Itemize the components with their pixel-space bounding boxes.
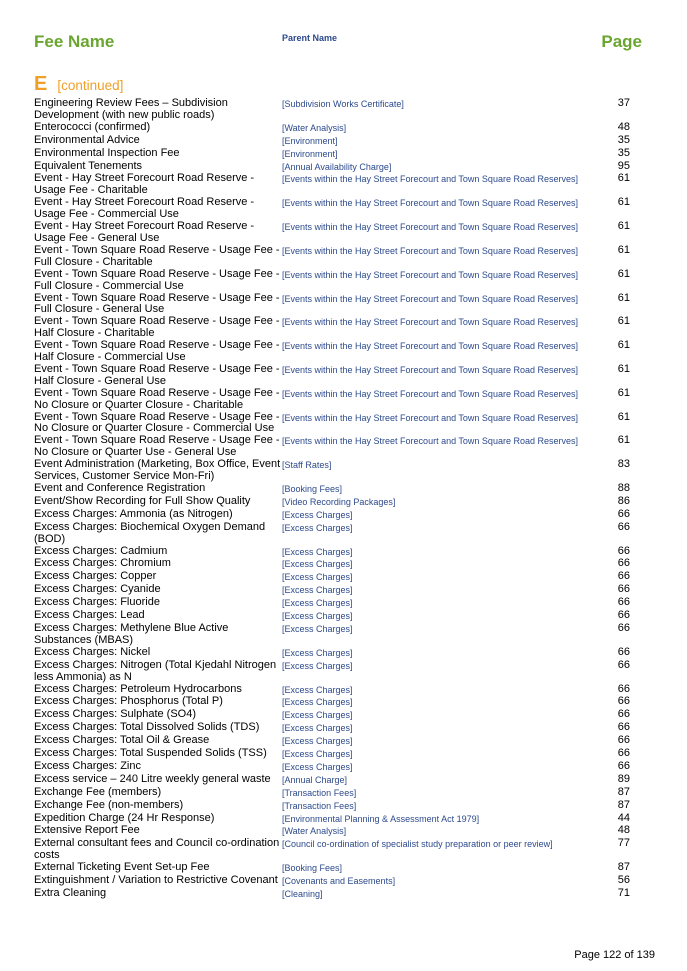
page-number-cell: 88 (617, 482, 630, 494)
fee-name: Excess Charges: Fluoride (34, 596, 160, 609)
parent-name: [Excess Charges] (282, 697, 353, 708)
fee-row (34, 245, 630, 269)
section-heading (34, 73, 123, 96)
page-number-cell: 66 (617, 645, 630, 658)
fee-name: Exchange Fee (members) (34, 785, 162, 798)
section-letter: E (34, 73, 48, 95)
page-header: Page (601, 32, 642, 51)
fee-name: External Ticketing Event Set-up Fee (34, 861, 210, 874)
fee-row (34, 623, 630, 647)
parent-name: [Events within the Hay Street Forecourt and Town Square Road Reserves] (282, 388, 578, 399)
page-number-cell: 37 (617, 97, 630, 109)
fee-name: Equivalent Tenements (34, 159, 143, 172)
fee-row (34, 660, 630, 684)
fee-name: External consultant fees and Council co-ordination costs (34, 837, 280, 862)
parent-name: [Transaction Fees] (282, 787, 357, 798)
page-number-cell: 83 (617, 458, 630, 471)
parent-name: [Excess Charges] (282, 684, 353, 695)
parent-name: [Excess Charges] (282, 546, 353, 557)
fee-name: Event - Town Square Road Reserve - Usage Fee - Full Closure - Charitable (34, 243, 280, 268)
parent-name: [Excess Charges] (282, 509, 353, 520)
fee-name: Event - Town Square Road Reserve - Usage Fee - Full Closure - General Use (34, 291, 280, 316)
page-number-cell: 66 (617, 609, 630, 622)
parent-name: [Excess Charges] (282, 611, 353, 622)
fee-name: Excess service – 240 Litre weekly general waste (34, 772, 271, 785)
page-number-cell: 61 (617, 434, 630, 447)
fee-name: Excess Charges: Copper (34, 570, 157, 583)
fee-name: Event - Town Square Road Reserve - Usage Fee - No Closure or Quarter Closure - Commercial Use (34, 410, 280, 435)
page-number-cell: 56 (617, 874, 630, 887)
fee-name: Excess Charges: Cyanide (34, 583, 161, 596)
parent-name: [Council co-ordination of specialist study preparation or peer review] (282, 839, 553, 850)
parent-name: [Events within the Hay Street Forecourt and Town Square Road Reserves] (282, 341, 578, 352)
parent-name: [Events within the Hay Street Forecourt and Town Square Road Reserves] (282, 436, 578, 447)
fee-name: Enterococci (confirmed) (34, 120, 151, 133)
page-number-cell: 77 (617, 837, 630, 850)
fee-row (34, 340, 630, 364)
fee-name: Exchange Fee (non-members) (34, 798, 184, 811)
page-number-cell: 66 (617, 682, 630, 695)
fee-row (34, 435, 630, 459)
page-number-cell: 66 (617, 621, 630, 634)
parent-name: [Excess Charges] (282, 660, 353, 671)
parent-name: [Water Analysis] (282, 826, 347, 837)
fee-name: Extra Cleaning (34, 887, 107, 899)
fee-row (34, 388, 630, 412)
fee-name: Excess Charges: Phosphorus (Total P) (34, 695, 223, 708)
page-number-cell: 87 (617, 861, 630, 874)
fee-row (34, 647, 630, 660)
fee-name: Extinguishment / Variation to Restrictive Covenant (34, 874, 278, 887)
fee-row (34, 496, 630, 509)
fee-row (34, 522, 630, 546)
page-number-cell: 66 (617, 520, 630, 533)
parent-name: [Annual Charge] (282, 774, 348, 785)
parent-name: [Excess Charges] (282, 736, 353, 747)
parent-name: [Events within the Hay Street Forecourt and Town Square Road Reserves] (282, 222, 578, 233)
parent-name: [Covenants and Easements] (282, 876, 396, 887)
fee-name: Event Administration (Marketing, Box Office, Event Services, Customer Service Mon-Fri) (34, 458, 281, 483)
parent-name: [Events within the Hay Street Forecourt and Town Square Road Reserves] (282, 198, 578, 209)
page-number: Page 122 of 139 (574, 949, 655, 961)
fee-row (34, 293, 630, 317)
page-number-cell: 61 (617, 410, 630, 423)
fee-name: Event - Town Square Road Reserve - Usage Fee - Half Closure - General Use (34, 362, 280, 387)
page-number-cell: 48 (617, 120, 630, 133)
parent-name: [Video Recording Packages] (282, 496, 396, 507)
fee-name: Extensive Report Fee (34, 824, 140, 837)
fee-row (34, 509, 630, 522)
fee-name: Excess Charges: Total Suspended Solids (TSS) (34, 747, 267, 760)
fee-name: Excess Charges: Ammonia (as Nitrogen) (34, 507, 233, 520)
fee-row (34, 459, 630, 483)
parent-name: [Excess Charges] (282, 710, 353, 721)
page-number-cell: 87 (617, 798, 630, 811)
page-number-cell: 61 (617, 362, 630, 375)
page-number-cell: 66 (617, 658, 630, 671)
page-number-cell: 61 (617, 220, 630, 233)
page-number-cell: 61 (617, 267, 630, 280)
fee-row (34, 364, 630, 388)
parent-name: [Excess Charges] (282, 585, 353, 596)
parent-name: [Environmental Planning & Assessment Act 1979] (282, 813, 480, 824)
page-number-cell: 66 (617, 708, 630, 721)
fee-name: Event - Hay Street Forecourt Road Reserve - Usage Fee - Commercial Use (34, 196, 255, 221)
page-number-cell: 35 (617, 146, 630, 159)
parent-name: [Events within the Hay Street Forecourt and Town Square Road Reserves] (282, 245, 578, 256)
fee-row (34, 269, 630, 293)
fee-name: Environmental Advice (34, 133, 140, 146)
fee-name: Excess Charges: Biochemical Oxygen Demand (BOD) (34, 520, 266, 545)
fee-row (34, 122, 630, 135)
parent-name: [Environment] (282, 135, 338, 146)
fee-name: Excess Charges: Total Oil & Grease (34, 734, 210, 747)
page-number-cell: 87 (617, 785, 630, 798)
parent-name: [Events within the Hay Street Forecourt and Town Square Road Reserves] (282, 293, 578, 304)
fee-name: Event - Hay Street Forecourt Road Reserve - Usage Fee - General Use (34, 220, 255, 244)
page-number-cell: 66 (617, 544, 630, 557)
page-number-cell: 66 (617, 734, 630, 747)
fee-row (34, 135, 630, 148)
fee-name: Excess Charges: Total Dissolved Solids (TDS) (34, 721, 260, 734)
fee-name: Event - Town Square Road Reserve - Usage Fee - No Closure or Quarter Use - General Use (34, 434, 280, 459)
page-number-cell: 61 (617, 196, 630, 209)
parent-name: [Excess Charges] (282, 522, 353, 533)
parent-name: [Water Analysis] (282, 122, 347, 133)
fee-row (34, 412, 630, 436)
parent-name: [Cleaning] (282, 889, 323, 899)
parent-name: [Transaction Fees] (282, 800, 357, 811)
parent-name: [Subdivision Works Certificate] (282, 99, 404, 109)
page-number-cell: 61 (617, 291, 630, 304)
fee-row (34, 748, 630, 761)
fee-name: Excess Charges: Methylene Blue Active Substances (MBAS) (34, 621, 229, 646)
fee-name: Excess Charges: Petroleum Hydrocarbons (34, 682, 242, 695)
section-continued-label: [continued] (57, 78, 124, 93)
fee-name: Excess Charges: Cadmium (34, 544, 168, 557)
page-number-cell: 71 (617, 887, 630, 899)
fee-name: Excess Charges: Nickel (34, 645, 151, 658)
fee-row (34, 774, 630, 787)
fee-name: Environmental Inspection Fee (34, 146, 180, 159)
fee-row (34, 888, 630, 901)
parent-name: [Excess Charges] (282, 572, 353, 583)
fee-row (34, 838, 630, 862)
page-number-cell: 48 (617, 824, 630, 837)
fee-name: Event - Town Square Road Reserve - Usage Fee - No Closure or Quarter Closure - Charitable (34, 386, 280, 411)
parent-name: [Excess Charges] (282, 761, 353, 772)
fee-row (34, 98, 630, 122)
fee-name: Excess Charges: Lead (34, 609, 145, 622)
fee-name: Excess Charges: Nitrogen (Total Kjedahl Nitrogen less Ammonia) as N (34, 658, 277, 683)
fee-row (34, 221, 630, 245)
page-number-cell: 66 (617, 695, 630, 708)
page-number-cell: 66 (617, 747, 630, 760)
parent-name: [Excess Charges] (282, 623, 353, 634)
page-number-cell: 66 (617, 759, 630, 772)
fee-name: Event - Hay Street Forecourt Road Reserve - Usage Fee - Charitable (34, 172, 255, 197)
parent-name: [Events within the Hay Street Forecourt and Town Square Road Reserves] (282, 269, 578, 280)
fee-name: Event and Conference Registration (34, 482, 206, 494)
parent-name: [Excess Charges] (282, 723, 353, 734)
page-number-cell: 35 (617, 133, 630, 146)
parent-name: [Excess Charges] (282, 647, 353, 658)
parent-name: [Excess Charges] (282, 559, 353, 570)
fee-row (34, 483, 630, 496)
parent-name: [Environment] (282, 148, 338, 159)
page-number-cell: 66 (617, 721, 630, 734)
parent-name-header: Parent Name (282, 33, 338, 43)
fee-name: Expedition Charge (24 Hr Response) (34, 811, 215, 824)
fee-row (34, 761, 630, 774)
page-number-cell: 61 (617, 386, 630, 399)
page-number-cell: 61 (617, 172, 630, 185)
fee-name: Excess Charges: Zinc (34, 759, 141, 772)
fee-row (34, 787, 630, 800)
page-number-cell: 66 (617, 596, 630, 609)
fee-name: Event/Show Recording for Full Show Quality (34, 494, 251, 507)
fee-row (34, 316, 630, 340)
page-number-cell: 66 (617, 507, 630, 520)
page-number-cell: 86 (617, 494, 630, 507)
page-number-cell: 66 (617, 570, 630, 583)
parent-name: [Events within the Hay Street Forecourt and Town Square Road Reserves] (282, 317, 578, 328)
fee-name: Event - Town Square Road Reserve - Usage Fee - Full Closure - Commercial Use (34, 267, 280, 292)
page-number-cell: 44 (617, 811, 630, 824)
parent-name: [Events within the Hay Street Forecourt and Town Square Road Reserves] (282, 412, 578, 423)
parent-name: [Events within the Hay Street Forecourt and Town Square Road Reserves] (282, 364, 578, 375)
fee-row (34, 875, 630, 888)
fee-row (34, 800, 630, 813)
fee-name: Event - Town Square Road Reserve - Usage Fee - Half Closure - Commercial Use (34, 339, 280, 364)
fee-name: Excess Charges: Chromium (34, 557, 171, 570)
page-number-cell: 61 (617, 315, 630, 328)
fee-name: Engineering Review Fees – Subdivision Development (with new public roads) (34, 97, 228, 121)
parent-name: [Booking Fees] (282, 863, 343, 874)
fee-name-header: Fee Name (34, 32, 115, 51)
page-number-cell: 61 (617, 339, 630, 352)
page-number-cell: 61 (617, 243, 630, 256)
fee-name: Event - Town Square Road Reserve - Usage Fee - Half Closure - Charitable (34, 315, 280, 340)
parent-name: [Excess Charges] (282, 598, 353, 609)
fee-row (34, 173, 630, 197)
page-number-cell: 89 (617, 772, 630, 785)
fee-list (34, 98, 630, 901)
fee-row (34, 148, 630, 161)
parent-name: [Events within the Hay Street Forecourt and Town Square Road Reserves] (282, 174, 578, 185)
page-number-cell: 66 (617, 557, 630, 570)
page-number-cell: 95 (617, 159, 630, 172)
parent-name: [Staff Rates] (282, 460, 332, 471)
fee-row (34, 197, 630, 221)
parent-name: [Booking Fees] (282, 484, 343, 494)
parent-name: [Excess Charges] (282, 749, 353, 760)
page-number-cell: 66 (617, 583, 630, 596)
fee-name: Excess Charges: Sulphate (SO4) (34, 708, 197, 721)
parent-name: [Annual Availability Charge] (282, 161, 392, 172)
